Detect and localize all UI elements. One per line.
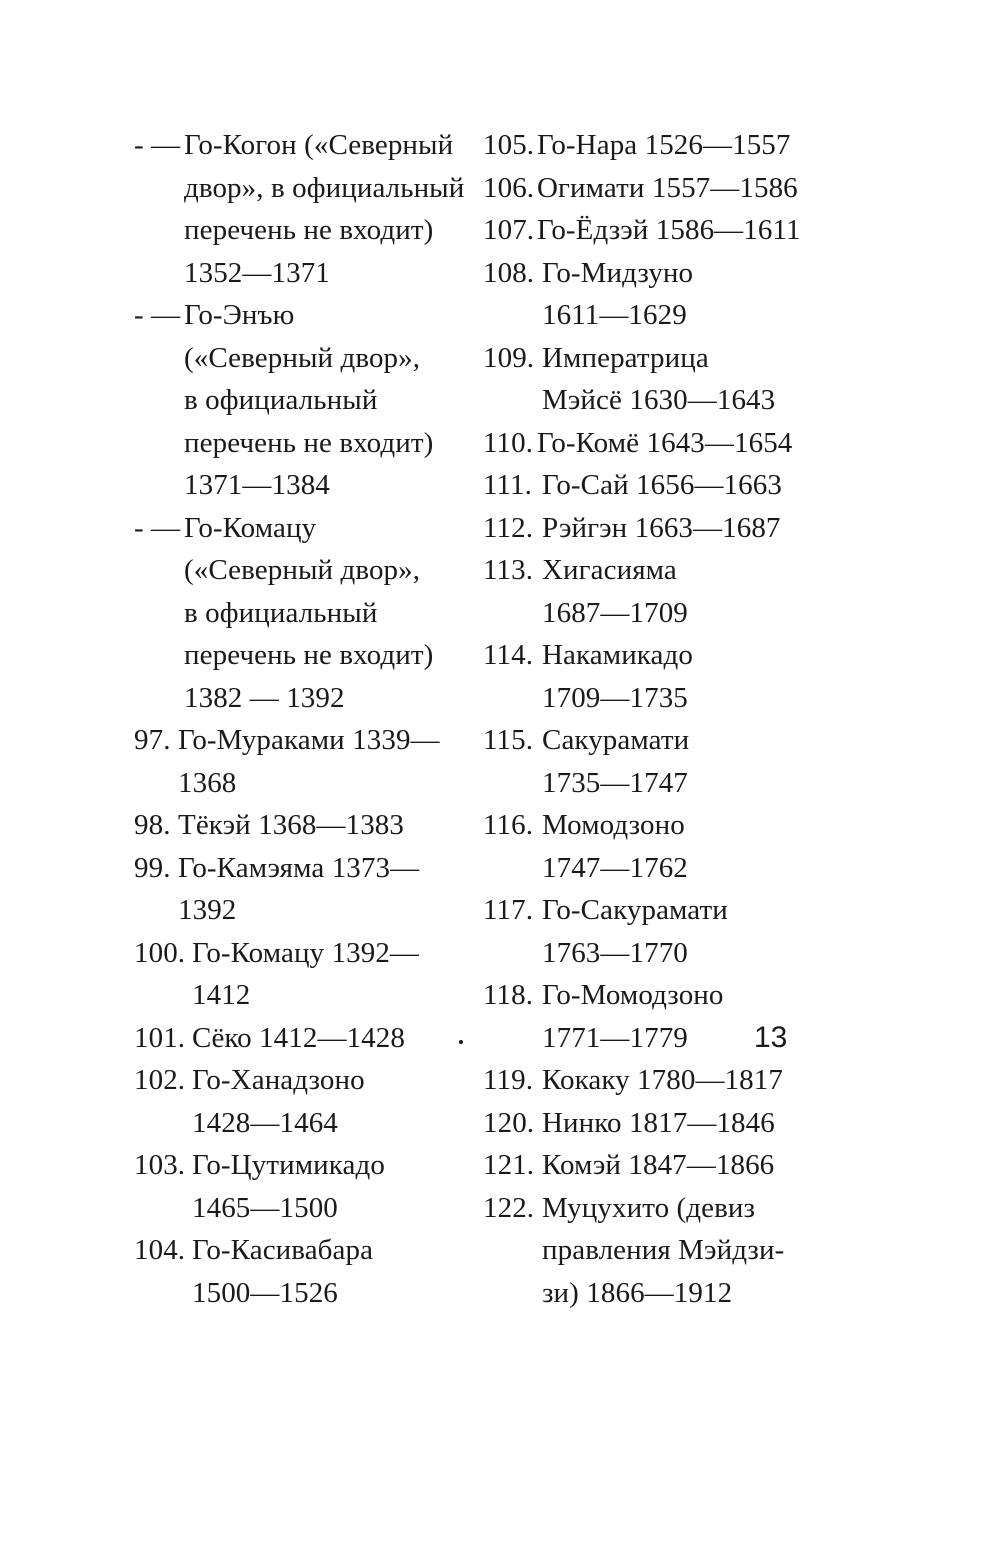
list-item: [483, 1059, 813, 1102]
list-item: [483, 1144, 813, 1187]
item-text: [542, 1059, 813, 1102]
item-text-line: Мэйсё 1630—1643: [542, 384, 776, 416]
item-text-line: перечень не входит): [184, 426, 434, 459]
list-item: [483, 1102, 813, 1145]
item-text-line: Го-Камэяма 1373—: [178, 851, 420, 884]
item-text: [537, 422, 813, 465]
item-number: 112.: [483, 511, 534, 544]
item-text-line: 1465—1500: [192, 1191, 338, 1224]
list-item: [134, 804, 464, 847]
item-text-line: Го-Энъю: [184, 299, 295, 331]
item-text: [542, 464, 813, 507]
item-text-line: Огимати 1557—1586: [537, 171, 798, 204]
list-item: [134, 719, 464, 804]
item-text-line: 1735—1747: [542, 766, 688, 799]
item-number: 105.: [483, 129, 535, 161]
item-text: [537, 124, 813, 167]
list-item: [483, 719, 813, 804]
item-text-line: Хигасияма: [542, 554, 677, 586]
item-text-line: Императрица: [542, 341, 709, 374]
item-text-line: Го-Ханадзоно: [192, 1064, 365, 1096]
item-text: [542, 889, 813, 974]
item-number: 106.: [483, 171, 535, 204]
item-text-line: перечень не входит): [184, 639, 434, 671]
item-text-line: 1368: [178, 766, 237, 799]
item-text-line: Го-Когон («Северный: [184, 129, 454, 161]
item-text: [542, 507, 813, 550]
list-item: [134, 124, 464, 294]
item-text-line: («Северный двор»,: [184, 341, 421, 374]
item-number: 98.: [134, 809, 171, 841]
item-text-line: Го-Касивабара: [192, 1234, 374, 1266]
item-text-line: («Северный двор»,: [184, 554, 421, 586]
list-item: [483, 252, 813, 337]
item-text-line: Муцухито (девиз: [542, 1191, 756, 1224]
item-text-line: 1428—1464: [192, 1106, 338, 1139]
item-number: 111.: [483, 469, 532, 501]
item-text-line: Го-Мураками 1339—: [178, 724, 440, 756]
list-item: [483, 422, 813, 465]
list-item: [134, 1144, 464, 1229]
item-text: [192, 1059, 464, 1144]
item-text-line: 1747—1762: [542, 851, 688, 884]
item-text-line: в официальный: [184, 596, 378, 629]
item-number: 109.: [483, 341, 535, 374]
item-text-line: Комэй 1847—1866: [542, 1149, 775, 1181]
item-text-line: 1611—1629: [542, 299, 687, 331]
item-text-line: 1382 — 1392: [184, 681, 345, 714]
item-text: [184, 124, 464, 294]
list-item: [483, 337, 813, 422]
item-number: 97.: [134, 724, 171, 756]
item-text: [542, 549, 813, 634]
item-text-line: 1371—1384: [184, 469, 330, 501]
item-number: 121.: [483, 1149, 535, 1181]
left-column: [134, 124, 464, 1314]
item-text: [178, 847, 464, 932]
item-number: 118.: [483, 979, 534, 1011]
footer-dot: [459, 1040, 463, 1044]
list-item: [483, 1187, 813, 1315]
item-text-line: Го-Момодзоно: [542, 979, 724, 1011]
item-text: [537, 209, 813, 252]
list-item: [134, 847, 464, 932]
item-number: 115.: [483, 724, 534, 756]
item-text-line: Тёкэй 1368—1383: [178, 809, 405, 841]
item-text-line: Рэйгэн 1663—1687: [542, 511, 781, 544]
item-text-line: Го-Комацу: [184, 511, 317, 544]
list-item: [483, 507, 813, 550]
item-number: 122.: [483, 1191, 535, 1224]
item-number: 119.: [483, 1064, 534, 1096]
item-text-line: 1763—1770: [542, 936, 688, 969]
item-text-line: Го-Сай 1656—1663: [542, 469, 782, 501]
item-text: [178, 719, 464, 804]
item-text-line: Момодзоно: [542, 809, 685, 841]
item-number: 103.: [134, 1149, 186, 1181]
item-text-line: Го-Мидзуно: [542, 256, 694, 289]
list-item: [134, 1017, 464, 1060]
item-text-line: Го-Цутимикадо: [192, 1149, 385, 1181]
item-text: [192, 1229, 464, 1314]
item-number: 117.: [483, 894, 534, 926]
item-number: 107.: [483, 214, 535, 246]
item-text: [178, 804, 464, 847]
list-item: [483, 124, 813, 167]
item-number: 116.: [483, 809, 534, 841]
item-text-line: зи) 1866—1912: [542, 1276, 733, 1309]
list-item: [483, 634, 813, 719]
item-text-line: Го-Комацу 1392—: [192, 936, 420, 969]
item-text-line: двор», в официальный: [184, 171, 465, 204]
list-item: [483, 464, 813, 507]
item-number: 110.: [483, 426, 534, 459]
item-text: [542, 719, 813, 804]
list-item: [483, 804, 813, 889]
item-text-line: Сёко 1412—1428: [192, 1021, 405, 1054]
item-number: 113.: [483, 554, 534, 586]
list-item: [134, 507, 464, 720]
list-item: [483, 889, 813, 974]
item-text-line: Го-Сакурамати: [542, 894, 728, 926]
list-item: [134, 294, 464, 507]
item-number: 100.: [134, 936, 186, 969]
item-text-line: 1771—1779: [542, 1021, 688, 1054]
item-text-line: правления Мэйдзи-: [542, 1234, 785, 1266]
item-text: [192, 1017, 464, 1060]
item-number: 99.: [134, 851, 171, 884]
item-text-line: Кокаку 1780—1817: [542, 1064, 783, 1096]
right-column: [483, 124, 813, 1314]
item-text: [184, 507, 464, 720]
item-text: [542, 337, 813, 422]
item-text-line: Сакурамати: [542, 724, 690, 756]
item-text-line: Го-Ёдзэй 1586—1611: [537, 214, 801, 246]
item-text-line: Го-Нара 1526—1557: [537, 129, 791, 161]
item-text-line: перечень не входит): [184, 214, 434, 246]
item-text-line: Накамикадо: [542, 639, 693, 671]
item-text: [542, 252, 813, 337]
item-text-line: Нинко 1817—1846: [542, 1106, 775, 1139]
item-text-line: 1412: [192, 979, 251, 1011]
list-item: [134, 1229, 464, 1314]
item-number: - —: [134, 129, 181, 161]
item-number: - —: [134, 511, 181, 544]
item-text-line: Го-Комё 1643—1654: [537, 426, 793, 459]
item-number: 114.: [483, 639, 534, 671]
item-number: 102.: [134, 1064, 186, 1096]
item-text: [192, 932, 464, 1017]
list-item: [134, 932, 464, 1017]
item-number: 120.: [483, 1106, 535, 1139]
list-item: [483, 209, 813, 252]
item-text: [542, 1102, 813, 1145]
list-item: [134, 1059, 464, 1144]
item-number: - —: [134, 299, 181, 331]
item-number: 101.: [134, 1021, 186, 1054]
item-number: 108.: [483, 256, 535, 289]
item-text-line: 1352—1371: [184, 256, 330, 289]
page-number: 13: [754, 1021, 788, 1054]
item-number: 104.: [134, 1234, 186, 1266]
list-item: [483, 549, 813, 634]
item-text-line: 1687—1709: [542, 596, 688, 629]
item-text: [542, 1187, 813, 1315]
item-text: [537, 167, 813, 210]
item-text: [184, 294, 464, 507]
item-text: [542, 634, 813, 719]
item-text-line: 1392: [178, 894, 237, 926]
item-text: [542, 804, 813, 889]
list-item: [483, 167, 813, 210]
item-text: [542, 1144, 813, 1187]
item-text-line: 1709—1735: [542, 681, 688, 714]
item-text: [192, 1144, 464, 1229]
item-text-line: в официальный: [184, 384, 378, 416]
item-text-line: 1500—1526: [192, 1276, 338, 1309]
